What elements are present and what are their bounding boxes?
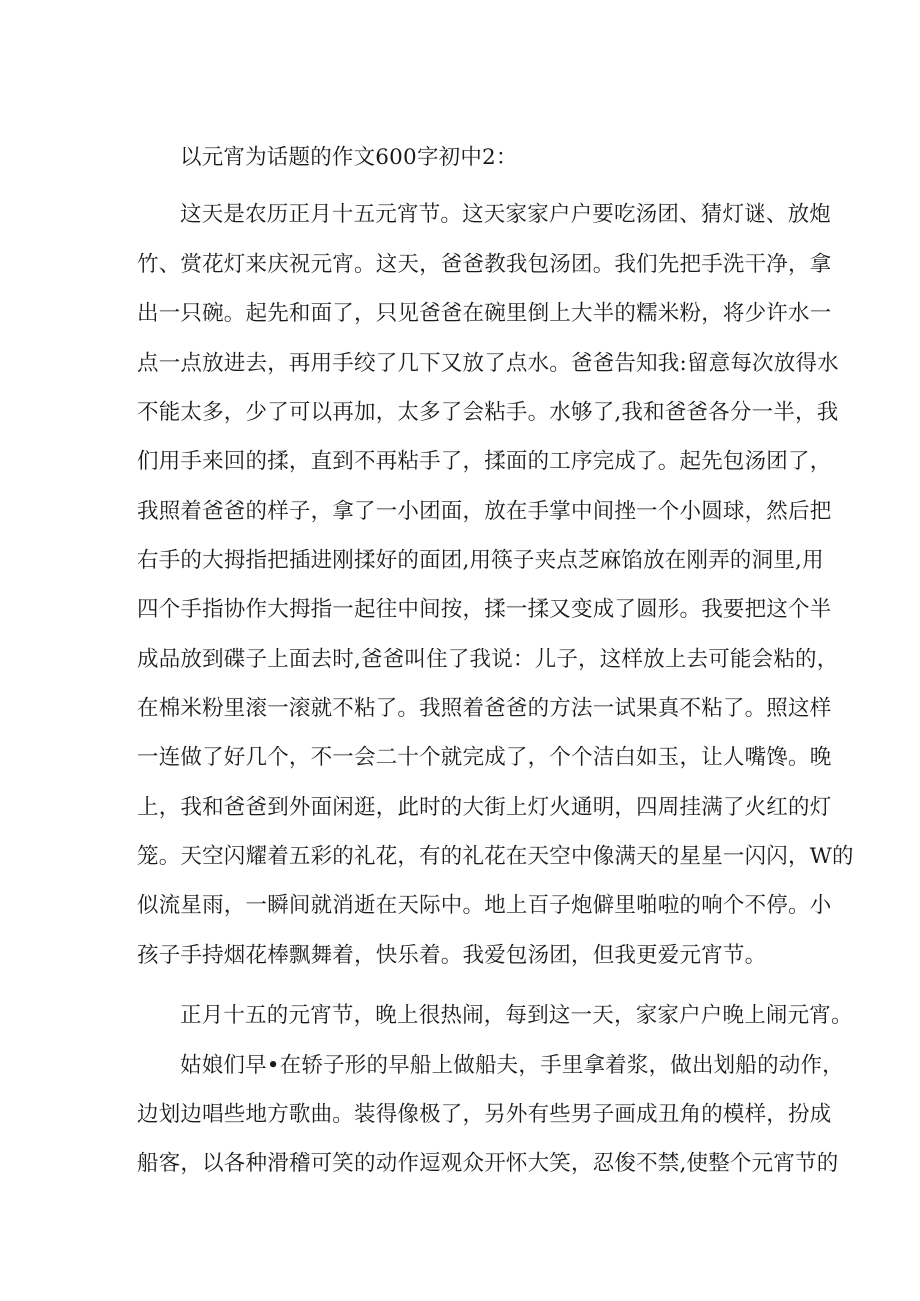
- paragraph-1-line: 点一点放进去，再用手绞了几下又放了点水。爸爸告知我:留意每次放得水: [137, 351, 839, 376]
- paragraph-1-line: 在棉米粉里滚一滚就不粘了。我照着爸爸的方法一试果真不粘了。照这样: [137, 696, 832, 721]
- paragraph-1-line: 上，我和爸爸到外面闲逛，此时的大街上灯火通明，四周挂满了火红的灯: [137, 795, 832, 820]
- paragraph-1-line: 右手的大拇指把插进刚揉好的面团,用筷子夹点芝麻馅放在刚弄的洞里,用: [137, 548, 824, 573]
- paragraph-1-line: 竹、赏花灯来庆祝元宵。这天，爸爸教我包汤团。我们先把手洗干净，拿: [137, 252, 832, 277]
- paragraph-1-line: 成品放到碟子上面去时,爸爸叫住了我说：儿子，这样放上去可能会粘的，: [137, 647, 839, 672]
- paragraph-1-line: 不能太多，少了可以再加，太多了会粘手。水够了,我和爸爸各分一半，我: [137, 400, 839, 425]
- paragraph-1-line: 出一只碗。起先和面了，只见爸爸在碗里倒上大半的糯米粉，将少许水一: [137, 301, 832, 326]
- paragraph-3-line: 船客，以各种滑稽可笑的动作逗观众开怀大笑，忍俊不禁,使整个元宵节的: [137, 1151, 839, 1176]
- paragraph-1-line: 我照着爸爸的样子，拿了一小团面，放在手掌中间挫一个小圆球，然后把: [137, 499, 832, 524]
- paragraph-2: 正月十五的元宵节，晚上很热闹，每到这一天，家家户户晚上闹元宵。: [180, 1003, 853, 1028]
- paragraph-1-line: 这天是农历正月十五元宵节。这天家家户户要吃汤团、猜灯谜、放炮: [180, 202, 832, 227]
- paragraph-1-line: 们用手来回的揉，直到不再粘手了，揉面的工序完成了。起先包汤团了，: [137, 449, 832, 474]
- paragraph-1-line: 孩子手持烟花棒飘舞着，快乐着。我爱包汤团，但我更爱元宵节。: [137, 943, 767, 968]
- paragraph-1-line: 似流星雨，一瞬间就消逝在天际中。地上百子炮僻里啪啦的响个不停。小: [137, 893, 832, 918]
- paragraph-1-line: 四个手指协作大拇指一起往中间按，揉一揉又变成了圆形。我要把这个半: [137, 597, 832, 622]
- paragraph-1-line: 笼。天空闪耀着五彩的礼花，有的礼花在天空中像满天的星星一闪闪，W的: [137, 844, 854, 869]
- paragraph-3-line: 边划边唱些地方歌曲。装得像极了，另外有些男子画成丑角的模样，扮成: [137, 1102, 832, 1127]
- paragraph-1-line: 一连做了好几个，不一会二十个就完成了，个个洁白如玉，让人嘴馋。晚: [137, 745, 832, 770]
- paragraph-3-line: 姑娘们早•在轿子形的早船上做船夫，手里拿着浆，做出划船的动作，: [180, 1053, 844, 1078]
- essay-heading: 以元宵为话题的作文600字初中2：: [180, 145, 518, 170]
